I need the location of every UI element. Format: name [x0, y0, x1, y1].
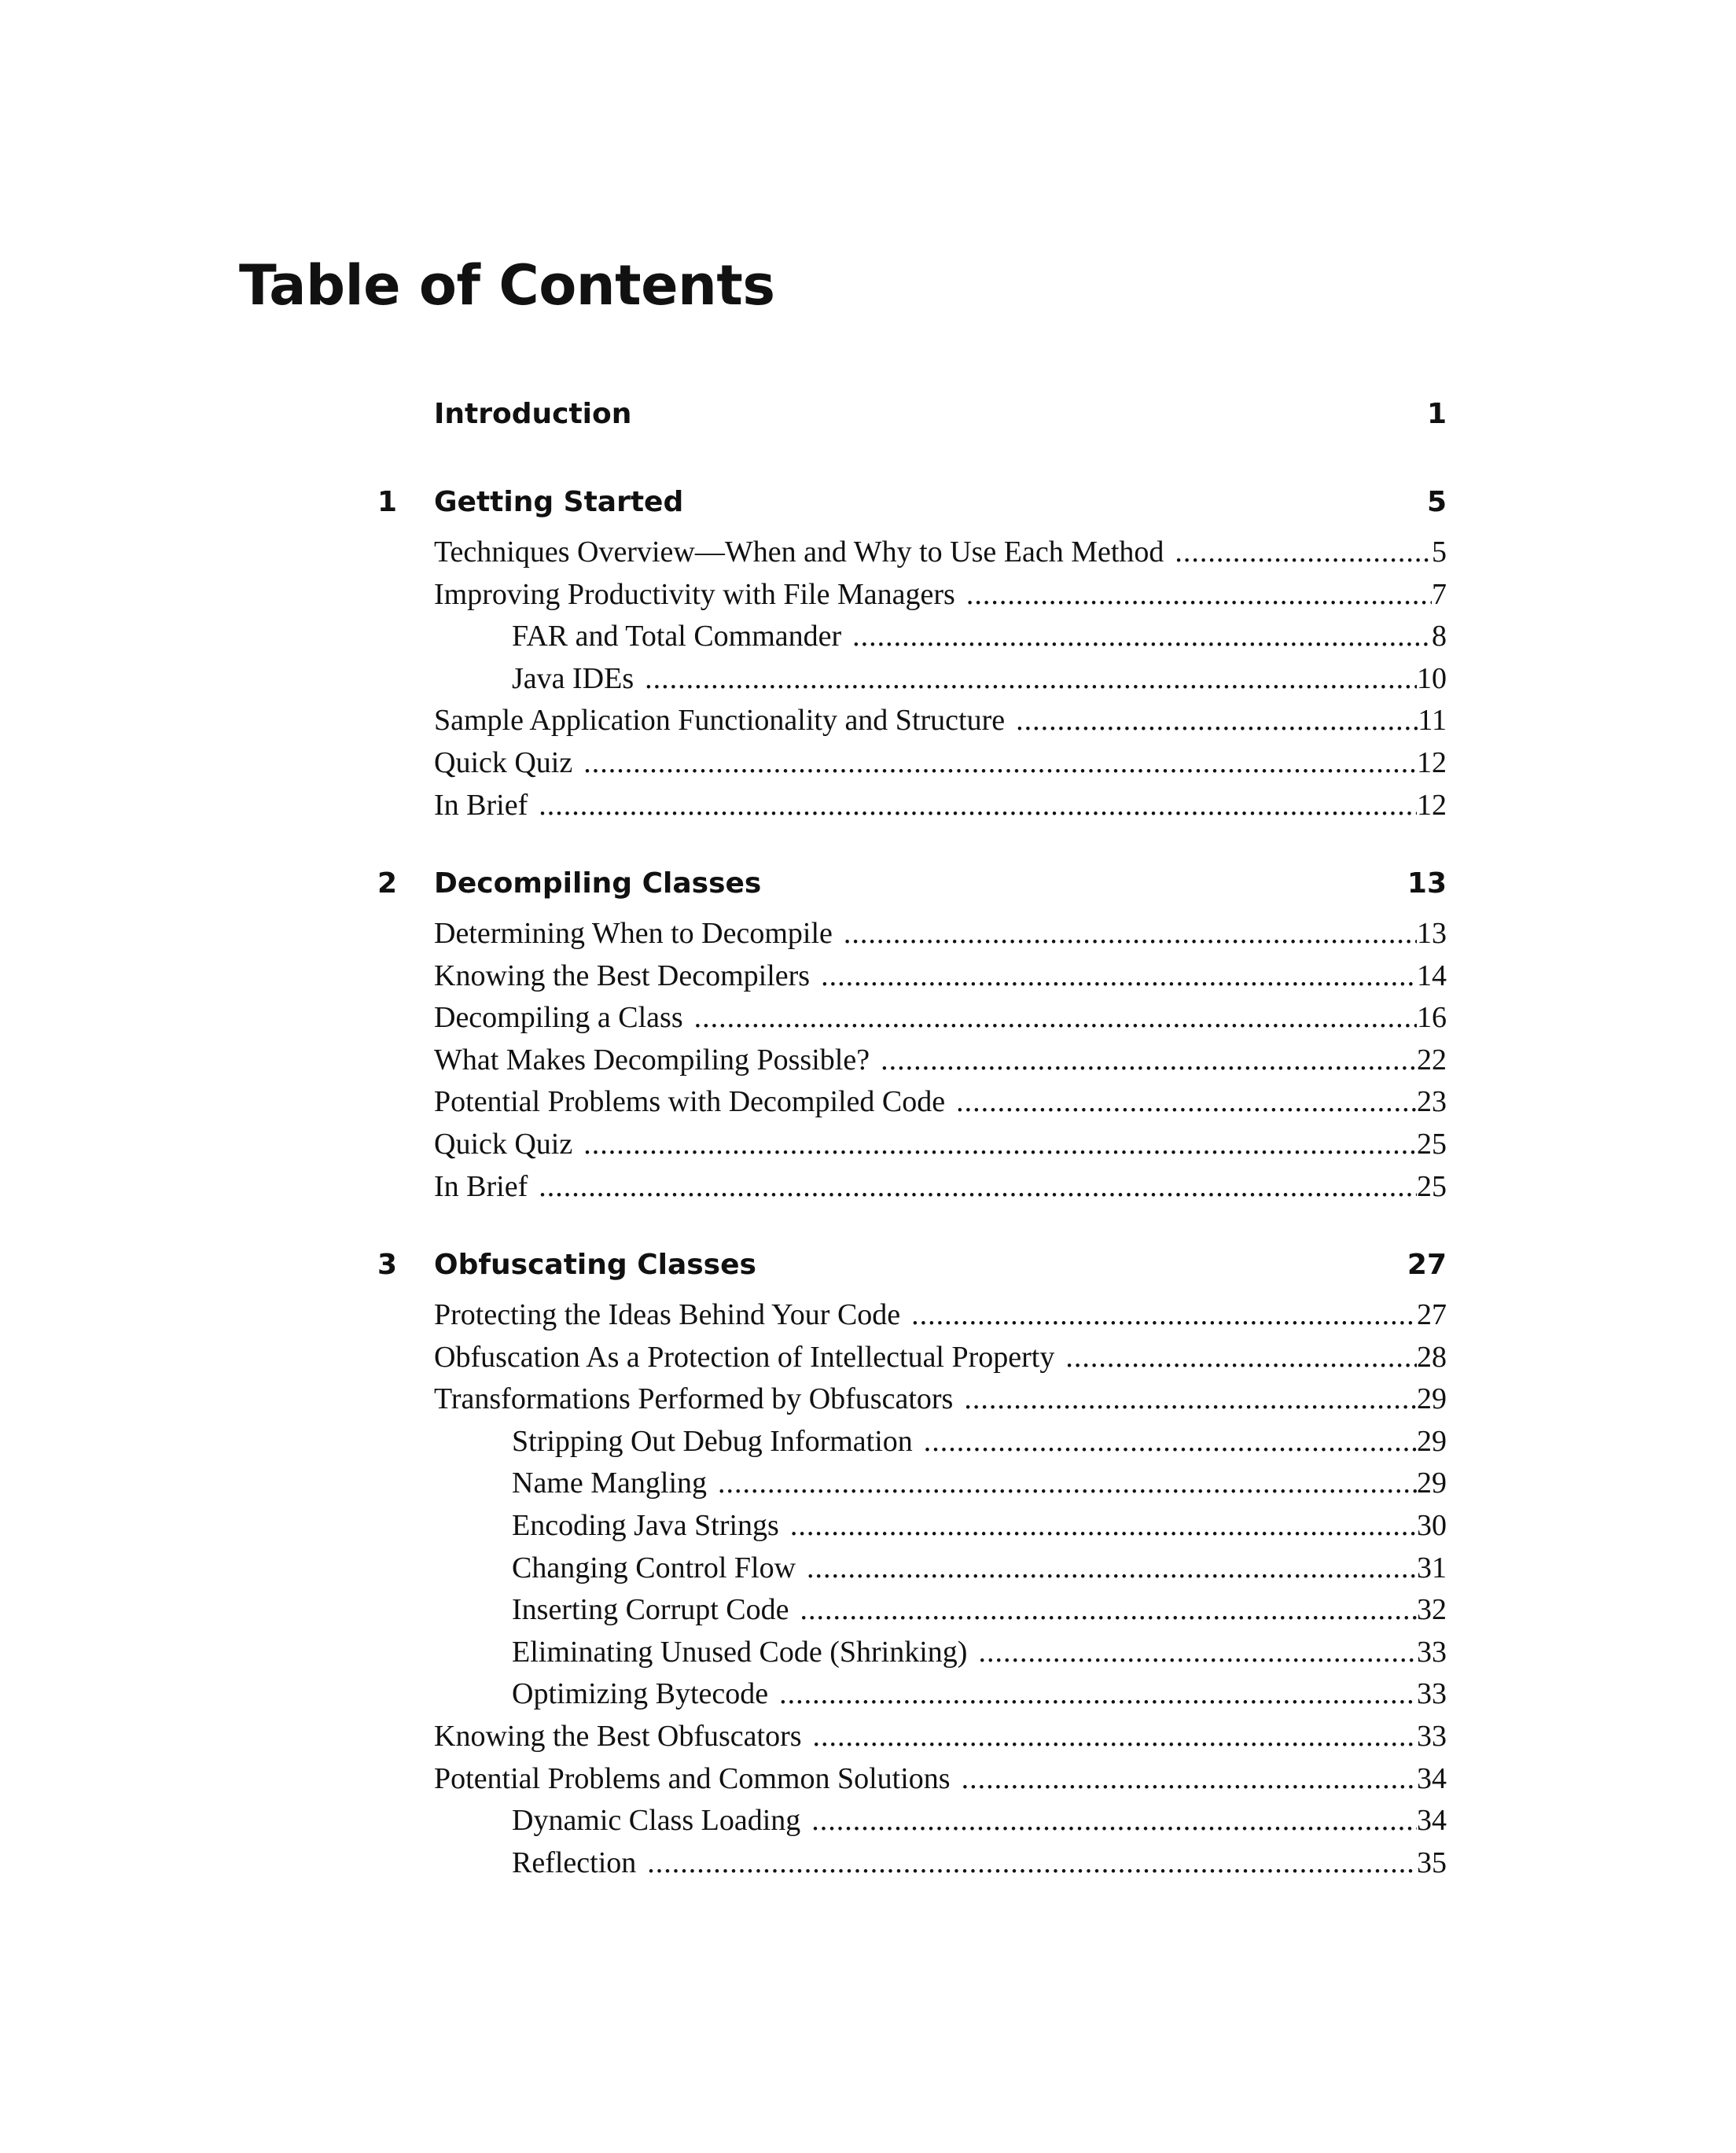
chapter-title: Getting Started	[434, 486, 684, 518]
toc-entry-page: 10	[1417, 661, 1447, 695]
toc-entry-title: Transformations Performed by Obfuscators	[434, 1382, 954, 1416]
chapter-number: 1	[377, 486, 398, 518]
chapter-1	[377, 481, 1447, 826]
dot-leader	[800, 1589, 1417, 1632]
chapter-number: 3	[377, 1249, 398, 1281]
dot-leader	[790, 1505, 1417, 1548]
toc-entry[interactable]	[377, 1081, 1447, 1124]
dot-leader	[583, 742, 1417, 785]
toc-entry-title: Stripping Out Debug Information	[512, 1424, 913, 1458]
toc-entry-title: FAR and Total Commander	[512, 620, 842, 653]
dot-leader	[821, 955, 1417, 998]
dot-leader	[966, 574, 1432, 616]
toc-entry-page: 34	[1417, 1761, 1447, 1795]
dot-leader	[1175, 532, 1432, 574]
toc-entry-page: 25	[1417, 1169, 1447, 1203]
toc-entry-page: 32	[1417, 1593, 1447, 1627]
toc-entry-page: 28	[1417, 1340, 1447, 1374]
toc-entry[interactable]	[377, 1548, 1447, 1590]
toc-entry-title: In Brief	[434, 788, 528, 822]
dot-leader	[852, 616, 1432, 658]
toc-entry-page: 31	[1417, 1551, 1447, 1584]
dot-leader	[583, 1124, 1417, 1166]
dot-leader	[978, 1632, 1417, 1674]
dot-leader	[539, 785, 1417, 827]
toc-introduction[interactable]	[377, 393, 1447, 436]
toc-entry[interactable]	[377, 742, 1447, 785]
toc-entry-page: 33	[1417, 1719, 1447, 1753]
dot-leader	[811, 1800, 1417, 1842]
toc-entry[interactable]	[377, 1166, 1447, 1209]
dot-leader	[1065, 1337, 1417, 1379]
toc-entry-title: Quick Quiz	[434, 1127, 573, 1161]
toc-entry-title: Reflection	[512, 1846, 637, 1879]
toc-entry[interactable]	[377, 1673, 1447, 1716]
toc-entry-title: Improving Productivity with File Managers	[434, 577, 955, 611]
toc-entry[interactable]	[377, 1337, 1447, 1379]
toc-entry-title: Obfuscation As a Protection of Intellectual Property	[434, 1340, 1055, 1374]
toc-entry-title: Quick Quiz	[434, 745, 573, 779]
dot-leader	[956, 1081, 1417, 1124]
chapter-title: Decompiling Classes	[434, 867, 762, 900]
chapter-page: 5	[1426, 486, 1447, 518]
toc-entry-page: 29	[1417, 1467, 1447, 1500]
toc-entry-title: Knowing the Best Decompilers	[434, 959, 811, 992]
toc-entry[interactable]	[377, 1632, 1447, 1674]
toc-entry-page: 13	[1417, 917, 1447, 950]
toc-entry-page: 7	[1432, 577, 1447, 611]
introduction-page: 1	[1426, 398, 1447, 430]
toc-entry-title: Name Mangling	[512, 1467, 708, 1500]
toc-entry-page: 11	[1418, 704, 1447, 738]
chapter-entries	[377, 532, 1447, 826]
dot-leader	[647, 1842, 1417, 1885]
introduction-title: Introduction	[434, 398, 632, 430]
toc-entry-page: 14	[1417, 959, 1447, 992]
dot-leader	[1016, 700, 1418, 742]
toc-entry[interactable]	[377, 955, 1447, 998]
toc-entry-title: Encoding Java Strings	[512, 1508, 779, 1542]
toc-entry[interactable]	[377, 1463, 1447, 1505]
toc-entry-title: Dynamic Class Loading	[512, 1804, 801, 1838]
toc-entry-title: Decompiling a Class	[434, 1001, 683, 1035]
toc-entry[interactable]	[377, 1505, 1447, 1548]
toc-entry[interactable]	[377, 913, 1447, 955]
chapter-heading[interactable]	[377, 863, 1447, 905]
page-title: Table of Contents	[239, 253, 775, 318]
toc-entry[interactable]	[377, 700, 1447, 742]
toc-entry-title: Potential Problems with Decompiled Code	[434, 1085, 946, 1119]
toc-entry-title: Eliminating Unused Code (Shrinking)	[512, 1635, 968, 1669]
toc-entry-title: In Brief	[434, 1169, 528, 1203]
toc-entry[interactable]	[377, 616, 1447, 658]
chapter-page: 27	[1407, 1249, 1447, 1281]
dot-leader	[881, 1040, 1417, 1082]
toc-entry-title: Determining When to Decompile	[434, 917, 833, 950]
toc-entry[interactable]	[377, 574, 1447, 616]
toc-entry-page: 12	[1417, 788, 1447, 822]
toc-entry-page: 30	[1417, 1508, 1447, 1542]
toc-entry-page: 12	[1417, 745, 1447, 779]
toc-entry-title: Knowing the Best Obfuscators	[434, 1719, 802, 1753]
chapter-page: 13	[1407, 867, 1447, 900]
chapter-2	[377, 863, 1447, 1208]
toc-entry[interactable]	[377, 1294, 1447, 1337]
toc-entry-page: 33	[1417, 1635, 1447, 1669]
toc-entry[interactable]	[377, 658, 1447, 701]
toc-entry-title: What Makes Decompiling Possible?	[434, 1043, 870, 1076]
toc-entry[interactable]	[377, 1800, 1447, 1842]
toc-entry[interactable]	[377, 1378, 1447, 1421]
toc-entry-title: Java IDEs	[512, 661, 634, 695]
chapter-entries	[377, 913, 1447, 1208]
dot-leader	[718, 1463, 1417, 1505]
toc-entry-page: 27	[1417, 1298, 1447, 1331]
toc-entry[interactable]	[377, 532, 1447, 574]
toc-entry[interactable]	[377, 1589, 1447, 1632]
chapter-3	[377, 1244, 1447, 1884]
dot-leader	[964, 1378, 1417, 1421]
dot-leader	[911, 1294, 1417, 1337]
toc-entry[interactable]	[377, 1421, 1447, 1463]
toc-entry[interactable]	[377, 1758, 1447, 1801]
toc-entry-page: 5	[1432, 535, 1447, 569]
toc-entry-title: Protecting the Ideas Behind Your Code	[434, 1298, 901, 1331]
toc-entry-title: Sample Application Functionality and Structure	[434, 704, 1006, 738]
toc-entry-page: 25	[1417, 1127, 1447, 1161]
toc-entry[interactable]	[377, 1124, 1447, 1166]
toc-entry[interactable]	[377, 1842, 1447, 1885]
dot-leader	[539, 1166, 1417, 1209]
toc-entry-page: 29	[1417, 1424, 1447, 1458]
toc-entry-title: Potential Problems and Common Solutions	[434, 1761, 951, 1795]
dot-leader	[924, 1421, 1417, 1463]
dot-leader	[779, 1673, 1417, 1716]
dot-leader	[807, 1548, 1417, 1590]
toc-entry-page: 35	[1417, 1846, 1447, 1879]
toc-entry-page: 34	[1417, 1804, 1447, 1838]
toc-entry-page: 22	[1417, 1043, 1447, 1076]
toc-entry[interactable]	[377, 1716, 1447, 1758]
dot-leader	[844, 913, 1417, 955]
toc-entry[interactable]	[377, 1040, 1447, 1082]
toc-entry[interactable]	[377, 785, 1447, 827]
toc-entry[interactable]	[377, 997, 1447, 1040]
toc-entry-title: Optimizing Bytecode	[512, 1677, 769, 1711]
dot-leader	[813, 1716, 1417, 1758]
chapter-entries	[377, 1294, 1447, 1884]
toc-entry-page: 33	[1417, 1677, 1447, 1711]
toc-entry-page: 29	[1417, 1382, 1447, 1416]
dot-leader	[645, 658, 1417, 701]
chapter-heading[interactable]	[377, 1244, 1447, 1286]
toc-entry-title: Changing Control Flow	[512, 1551, 796, 1584]
toc-entry-title: Inserting Corrupt Code	[512, 1593, 789, 1627]
toc-entry-page: 23	[1417, 1085, 1447, 1119]
toc-entry-title: Techniques Overview—When and Why to Use Each Method	[434, 535, 1164, 569]
chapter-heading[interactable]	[377, 481, 1447, 524]
dot-leader	[694, 997, 1417, 1040]
chapter-number: 2	[377, 867, 398, 900]
toc-entry-page: 16	[1417, 1001, 1447, 1035]
dot-leader	[962, 1758, 1417, 1801]
toc-entry-page: 8	[1432, 620, 1447, 653]
chapter-title: Obfuscating Classes	[434, 1249, 756, 1281]
